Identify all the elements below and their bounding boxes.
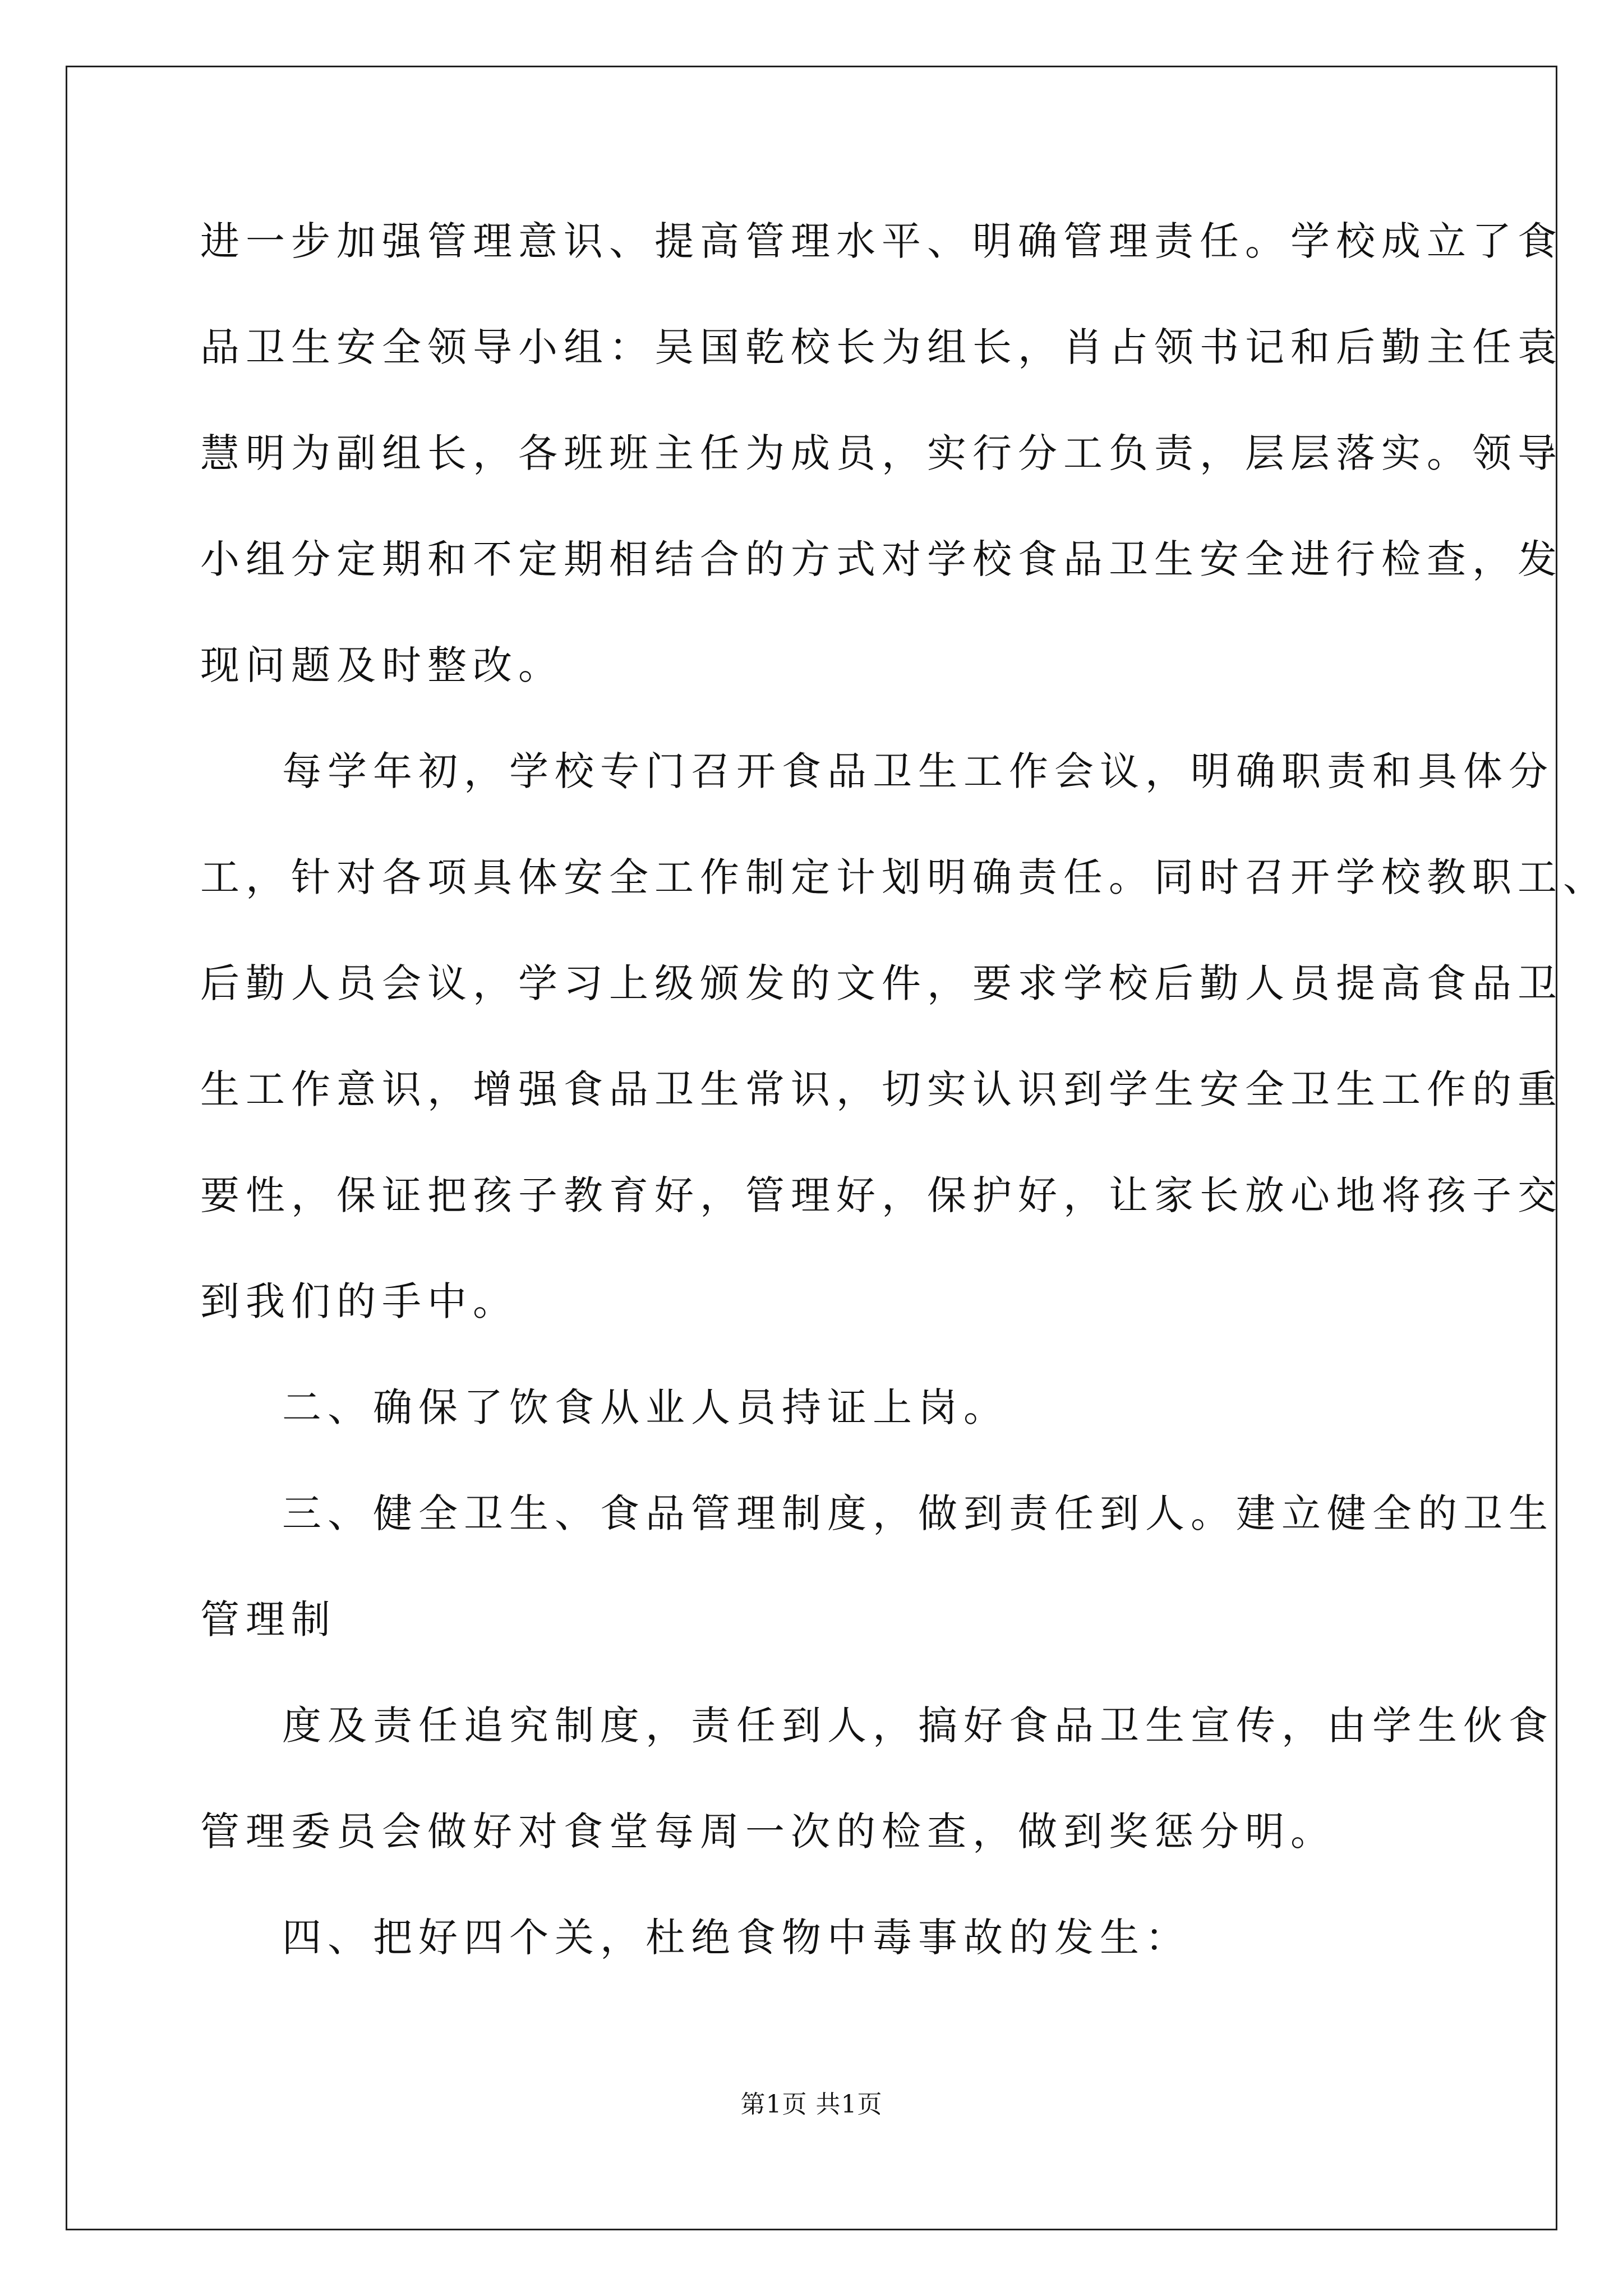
text-line: 三、健全卫生、食品管理制度，做到责任到人。建立健全的卫生 bbox=[282, 1490, 1554, 1536]
text-line: 慧明为副组长，各班班主任为成员，实行分工负责，层层落实。领导 bbox=[200, 430, 1563, 476]
page-number-footer: 第1页 共1页 bbox=[740, 2090, 883, 2119]
text-line: 到我们的手中。 bbox=[200, 1278, 518, 1324]
text-line: 生工作意识，增强食品卫生常识，切实认识到学生安全卫生工作的重 bbox=[200, 1066, 1563, 1112]
text-line: 度及责任追究制度，责任到人，搞好食品卫生宣传，由学生伙食 bbox=[282, 1703, 1554, 1749]
text-line: 小组分定期和不定期相结合的方式对学校食品卫生安全进行检查，发 bbox=[200, 536, 1563, 582]
text-line: 工，针对各项具体安全工作制定计划明确责任。同时召开学校教职工、 bbox=[200, 854, 1608, 900]
text-line: 后勤人员会议，学习上级颁发的文件，要求学校后勤人员提高食品卫 bbox=[200, 960, 1563, 1006]
text-line: 品卫生安全领导小组：吴国乾校长为组长，肖占领书记和后勤主任袁 bbox=[200, 324, 1563, 370]
text-line: 二、确保了饮食从业人员持证上岗。 bbox=[282, 1384, 1009, 1430]
text-line: 进一步加强管理意识、提高管理水平、明确管理责任。学校成立了食 bbox=[200, 218, 1563, 264]
text-line: 管理制 bbox=[200, 1596, 336, 1642]
text-line: 四、把好四个关，杜绝食物中毒事故的发生： bbox=[282, 1915, 1191, 1961]
text-line: 管理委员会做好对食堂每周一次的检查，做到奖惩分明。 bbox=[200, 1809, 1336, 1855]
page-border bbox=[66, 66, 1557, 2230]
text-line: 现问题及时整改。 bbox=[200, 642, 564, 688]
text-line: 每学年初，学校专门召开食品卫生工作会议，明确职责和具体分 bbox=[282, 748, 1554, 794]
text-line: 要性，保证把孩子教育好，管理好，保护好，让家长放心地将孩子交 bbox=[200, 1172, 1563, 1218]
